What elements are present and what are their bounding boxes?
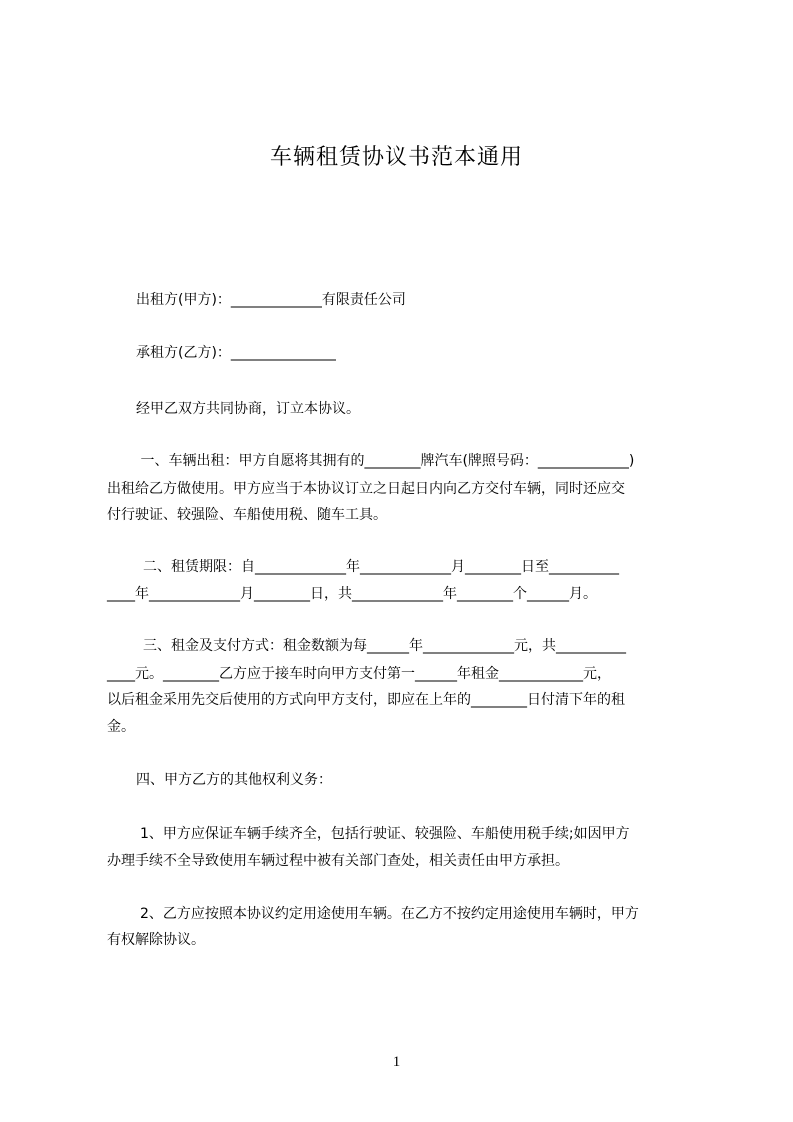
clause2-line: ____年_____________月________日，共_____________年________个______月。	[107, 586, 597, 602]
clause4-title: 四、甲方乙方的其他权利义务：	[136, 772, 332, 788]
clause1-line: 一、车辆出租：甲方自愿将其拥有的________牌汽车(牌照号码：_____________)	[136, 453, 635, 469]
clause3-line: 三、租金及支付方式：租金数额为每______年_____________元，共__________	[143, 638, 626, 654]
clause3-line: ____元。________乙方应于接车时向甲方支付第一______年租金____________元，	[107, 666, 611, 682]
page-number: 1	[392, 1054, 401, 1070]
item2-line: 2、乙方应按照本协议约定用途使用车辆。在乙方不按约定用途使用车辆时，甲方	[140, 906, 639, 922]
clause1-line: 付行驶证、较强险、车船使用税、随车工具。	[107, 507, 387, 523]
clause3-line: 以后租金采用先交后使用的方式向甲方支付，即应在上年的________日付清下年的租	[107, 692, 625, 708]
intro-line: 经甲乙双方共同协商，订立本协议。	[136, 401, 360, 417]
clause3-line: 金。	[107, 719, 135, 735]
clause1-line: 出租给乙方做使用。甲方应当于本协议订立之日起日内向乙方交付车辆，同时还应交	[107, 481, 625, 497]
party-a-line: 出租方(甲方)：_____________有限责任公司	[136, 292, 406, 308]
clause2-line: 二、租赁期限：自_____________年_____________月________日至__________	[143, 559, 619, 575]
item1-line: 1、甲方应保证车辆手续齐全，包括行驶证、较强险、车船使用税手续;如因甲方	[140, 826, 630, 842]
party-b-line: 承租方(乙方)：_______________	[136, 345, 336, 361]
document-title: 车辆租赁协议书范本通用	[269, 145, 523, 170]
item1-line: 办理手续不全导致使用车辆过程中被有关部门查处，相关责任由甲方承担。	[107, 853, 569, 869]
item2-line: 有权解除协议。	[107, 932, 205, 948]
